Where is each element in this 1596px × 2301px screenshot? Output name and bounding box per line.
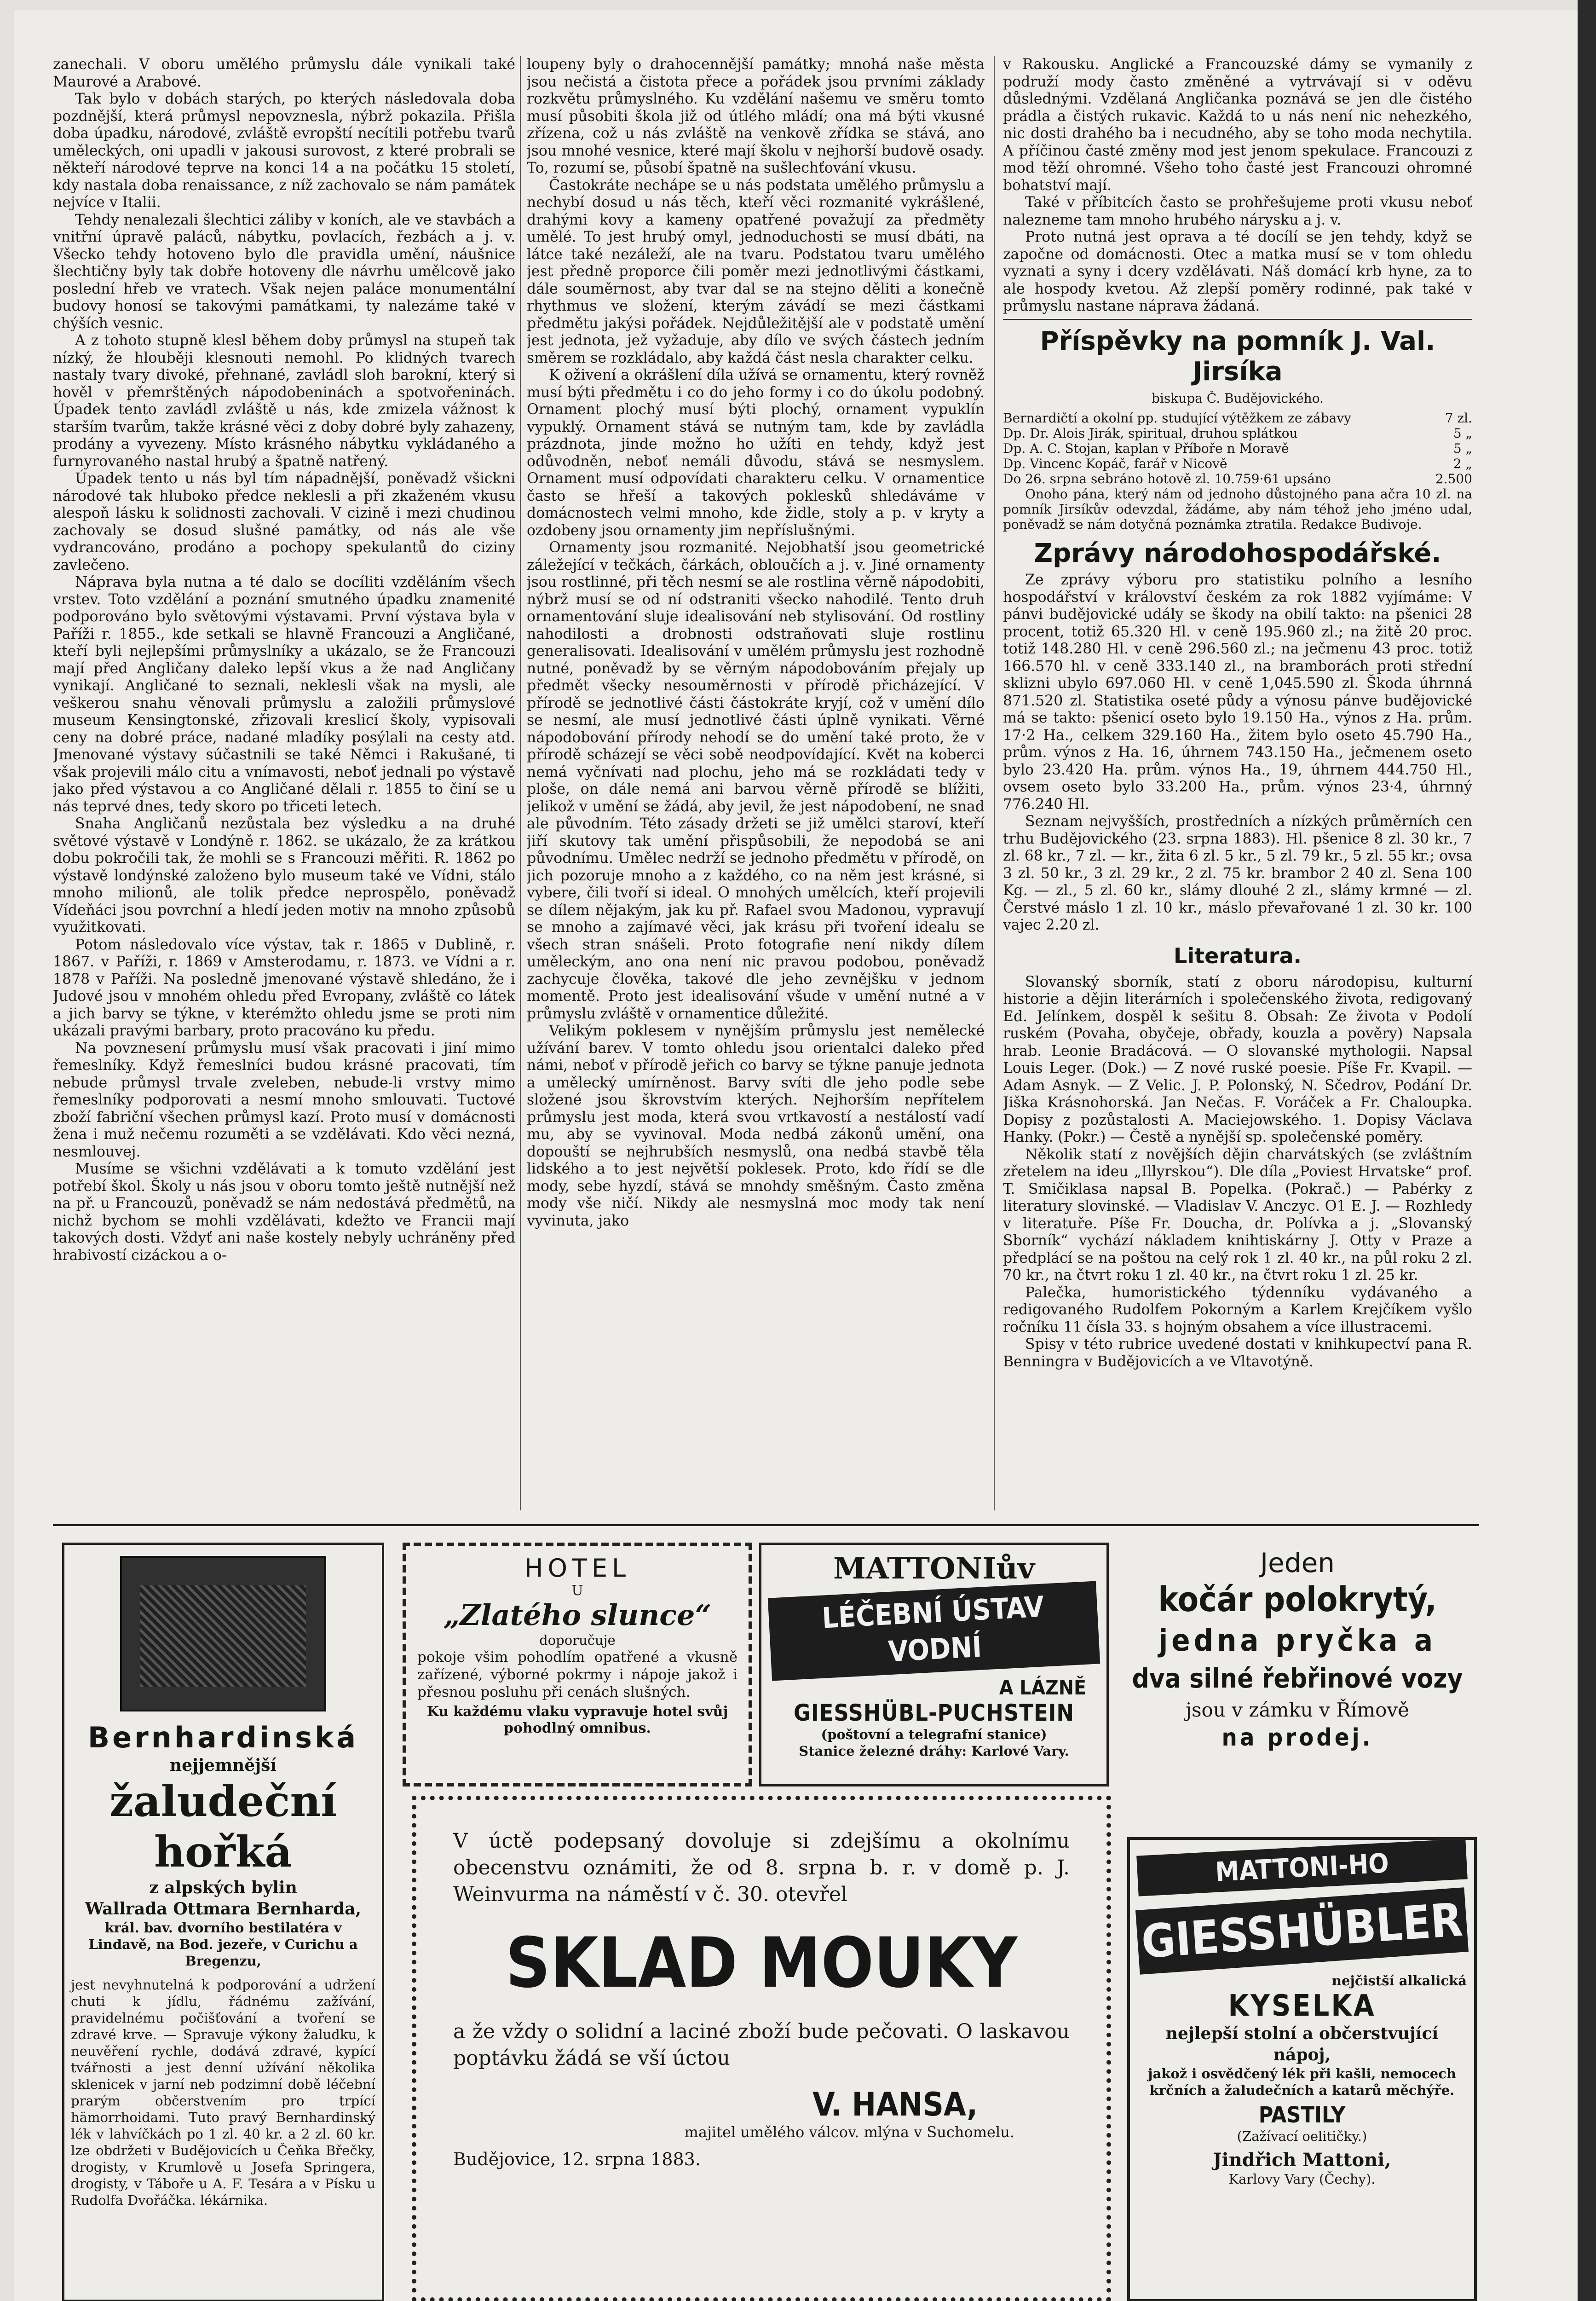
ad-line: (poštovní a telegrafní stanice) [821, 1727, 1047, 1742]
paragraph: Palečka, humoristického týdenníku vydávaného a redigovaného Rudolfem Pokorným a Karlem Krejčíkem vyšlo ročníku 11 čísla 33. s hojným obsahem a více illustracemi. [1003, 1284, 1472, 1336]
paragraph: Seznam nejvyšších, prostředních a nízkých průměrních cen trhu Budějovického (23. srpna 1883). Hl. pšenice 8 zl. 30 kr., 7 zl. 68 kr., 7 zl. — kr., žita 6 zl. 5 kr., 5 zl. 79 kr., 5 zl. 55 kr.; ovsa 3 zl. 50 kr., 3 zl. 29 kr., 2 zl. 75 kr. brambor 2 40 zl. Sena 100 Kg. — zl., 5 zl. 60 kr., slámy dlouhé 2 zl., slámy krmné — zl. Čerstvé máslo 1 zl. 10 kr., máslo převařované 1 zl. 30 kr. 100 vajec 2.20 zl. [1003, 813, 1472, 933]
donation-row [1003, 456, 1472, 471]
section-rule [1003, 319, 1472, 320]
ad-line: Jindřich Mattoni, [1213, 2149, 1391, 2171]
ad-title: HOTEL [524, 1554, 631, 1583]
ad-title: MATTONI-HO [1136, 1838, 1468, 1896]
donation-text: Bernardičtí a okolní pp. studující výtěžkem ze zábavy [1003, 410, 1351, 426]
donation-amount: 7 zl. [1445, 410, 1472, 426]
paragraph: Tehdy nenalezali šlechtici záliby v koních, ale ve stavbách a vnitřní úpravě paláců, nábytku, povlacích, řezbách a j. v. Všecko tehdy hotoveno bylo dle pravidla umění, náušnice šlechtičny byly tak dobře hotoveny dle návrhu umělcově jako poslední hřeb ve vratech. Však nejen paláce monumentální budovy honosí se takovými památkami, ty nalezáme také v chýších vesnic. [53, 211, 515, 332]
ad-line: Karlovy Vary (Čechy). [1228, 2171, 1376, 2187]
donation-amount: 5 „ [1453, 441, 1472, 456]
ad-line: nejčistší alkalická [1331, 1973, 1467, 1989]
donation-amount: 2.500 [1435, 471, 1472, 486]
ad-line: KYSELKA [1228, 1989, 1376, 2023]
illustration-image [120, 1556, 326, 1711]
ad-line: Stanice železné dráhy: Karlové Vary. [799, 1743, 1069, 1759]
ad-line: král. bav. dvorního bestilatéra v Lindavě, na Bod. jezeře, v Curichu a Bregenzu, [88, 1920, 358, 1969]
donation-text: Do 26. srpna sebráno hotově zl. 10.759·61 upsáno [1003, 471, 1331, 486]
ad-mattoni-lecebni-ustav [759, 1543, 1109, 1786]
ad-intro: V úctě podepsaný dovoluje si zdejšímu a okolnímu obecenstvu oznámiti, že od 8. srpna b. r. v domě p. J. Weinvurma na náměstí v č. 30. otevřel [453, 1829, 1070, 1906]
paragraph: Spisy v této rubrice uvedené dostati v knihkupectví pana R. Benningra v Budějovicích a ve Vltavotýně. [1003, 1336, 1472, 1370]
ad-line: jakož i osvědčený lék při kašli, nemocech krčních a žaludečních a katarů měchýře. [1148, 2066, 1456, 2098]
ad-line: A LÁZNĚ [999, 1676, 1086, 1700]
paragraph: Náprava byla nutna a té dalo se docíliti vzděláním všech vrstev. Toto vzdělání a poznání smutného úpadku znamenité podporováno bylo světovými výstavami. První výstava byla v Paříži r. 1855., kde setkali se hlavně Francouzi a Angličané, kteří byli nejlepšími průmyslníky a ukázalo, se že Francouzi mají před Angličany daleko lepší vkus a že nad Angličany vynikají. Angličané to seznali, neklesli však na mysli, ale veškerou snahu věnovali průmyslu a založili průmyslové museum Kensingtonské, zřizovali kreslicí školy, vypisovali ceny na dobré práce, nadané mladíky posýlali na cesty atd. Jmenované výstavy súčastnili se také Němci i Rakušané, ti však projevili málo citu a vnímavosti, neboť jednali po výstavě jako před výstavou a co Angličané dělali r. 1855 to činí se u nás teprvé dnes, tedy skoro po třiceti letech. [53, 574, 515, 815]
ad-place-date: Budějovice, 12. srpna 1883. [453, 2149, 701, 2169]
pomnik-note: Onoho pána, který nám od jednoho důstojného pana ačra 10 zl. na pomník Jirsíkův odevzdal, žádáme, aby nám téhož jeho jméno udal, poněvadž se nám dotyčná poznámka ztratila. Redakce Budivoje. [1003, 486, 1472, 532]
ad-body: pokoje všim pohodlím opatřené a vkusně zařízené, výborné pokrmy i nápoje jakož i přesnou posluhu při cenách slušných. [417, 1649, 738, 1700]
paragraph: Slovanský sborník, statí z oboru národopisu, kulturní historie a dějin literárních i společenského života, redigovaný Ed. Jelínkem, dospěl k sešitu 8. Obsah: Ze života v Podolí ruském (Povaha, obyčeje, obřady, kouzla a pověry) Napsala hrab. Leonie Bradácová. — O slovanské mythologii. Napsal Louis Leger. (Dok.) — Z nové ruské poesie. Píše Fr. Kvapil. — Adam Asnyk. — Z Velic. J. P. Polonský, N. Sčedrov, Podání Dr. Jiška Krásnohorská. Jan Nečas. F. Voráček a Fr. Chaloupka. Dopisy z pozůstalosti A. Maciejowského. 1. Dopisy Václava Hanky. (Pokr.) — Čestě a nynější sp. společenské poměry. [1003, 973, 1472, 1145]
donation-amount: 5 „ [1453, 426, 1472, 441]
ad-giesshubler [1127, 1837, 1477, 2301]
ad-headline: LÉČEBNÍ ÚSTAV VODNÍ [768, 1581, 1100, 1681]
paragraph: Ze zprávy výboru pro statistiku polního a lesního hospodářství v království českém za rok 1882 vyjímáme: V pánvi budějovické udály se škody na obilí takto: na pšenici 28 procent, totiž 65.320 Hl. v ceně 195.960 zl.; na žitě 20 proc. totiž 148.280 Hl. v ceně 296.560 zl.; na ječmenu 43 proc. totiž 166.570 hl. v ceně 333.140 zl., na bramborách proti střední sklizni ubylo 697.060 Hl. v ceně 1,045.590 zl. Škoda úhrnná 871.520 zl. Statistika oseté půdy a výnosu pánve budějovické má se takto: pšenicí oseto bylo 19.150 Ha., výnos z Ha. prům. 17·2 Ha., celkem 329.160 Ha., žitem bylo oseto 45.790 Ha., prům. výnos z Ha. 16, úhrnem 743.150 Ha., ječmenem oseto bylo 23.420 Ha. prům. výnos Ha., 19, úhrnem 444.750 Hl., ovsem oseto bylo 33.200 Ha., prům. výnos 23·4, úhrnný 776.240 Hl. [1003, 572, 1472, 813]
paragraph: Snaha Angličanů nezůstala bez výsledku a na druhé světové výstavě v Londýně r. 1862. se ukázalo, že za krátkou dobu pokročili tak, že mohli se s Francouzi měřiti. R. 1862 po výstavě londýnské založeno bylo museum také ve Vídni, stálo mnoho milionů, ale tolik předce neprospělo, poněvadž Vídeňáci jsou povrchní a hledí jeden motiv na mnoho způsobů využitkovati. [53, 815, 515, 936]
ad-hotel [403, 1543, 752, 1786]
column-divider [520, 56, 521, 1510]
ad-line: PASTILY [1258, 2102, 1346, 2128]
paragraph: Ornamenty jsou rozmanité. Nejobhatší jsou geometrické záležející v tečkách, čárkách, obloučích a j. v. Jiné ornamenty jsou rostlinné, při těch nesmí se ale rostlina věrně nápodobiti, nýbrž musí se od ní odstraniti všecko nahodilé. Tento druh ornamentování sluje idealisování neb stylisování. Od rostliny nahodilosti a drobnosti odstraňovati sluje rostlinu generalisovati. Idealisování v umělém průmyslu jest rozhodně nutné, poněvadž by se věrným nápodobováním přejaly up předmět všecky nesouměrnosti v přírodě přicházející. V přírodě se jednotlivé části částokráte kryjí, což v umění dílo se nesmí, ale musí jednotlivé části úplně vynikati. Věrné nápodobování přírody nehodí se do umění také proto, že v přírodě scházejí se věci sobě neodpovídající. Květ na koberci nemá vyčnívati nad plochu, jeho má se rozkládati tedy v ploše, on dále nemá ani barvou věrně přírodě se blížiti, jelikož v umění se žádá, aby jevil, že jest nápodobení, ne snad ale původním. Této zásady držeti se již umělci staroví, kteří jiří skutovy tak umění přispůsobili, že nepodobá se ani původnímu. Umělec nedrží se jednoho předmětu v přírodě, on jich pozoruje mnoho a z každého, co na něm jest krásné, si vybere, čili tvoří si ideal. O mnohých umělcích, kteří projevili se dílem nějakým, jak ku př. Rafael svou Madonou, vypravují se mnoho a zajímavé věci, jak krásu při tvoření idealu se všech stran snášeli. Proto fotografie není nikdy dílem uměleckým, ano ona není nic pravou podobou, poněvadž zachycuje člověka, takové dle jeho zevnějšku v jednom momentě. Proto jest idealisování všude v umění nutné a v průmyslu zvláště v ornamentice důležité. [527, 539, 985, 1022]
ad-body: a že vždy o solidní a laciné zboží bude pečovati. O laskavou poptávku žádá se vší úctou [453, 2020, 1070, 2070]
ad-line: Wallrada Ottmara Bernharda, [85, 1899, 362, 1919]
ad-headline: „Zlatého slunce“ [443, 1598, 712, 1632]
paragraph: Velikým poklesem v nynějším průmyslu jest nemělecké užívání barev. V tomto ohledu jsou orientalci daleko před námi, neboť v přírodě jeřich co barvy se týkne panuje jednota a umělecký umírněnost. Barvy svíti dle jeho podle sebe složené jsou škrovstvím kterých. Nejhorším nepřítelem průmyslu jest moda, která svou vrtkavostí a nestálostí vadí mu, aby se vyvinoval. Moda nedbá zákonů umění, ona dopouští se nejhrubších nesmyslů, ona nedbá stavbě těla lidského a to jest největší poklesek. Proto, kdo řídí se dle mody, sebe hyzdí, stává se mnohdy směšným. Často změna mody vše ničí. Nikdy ale nesmyslná moc mody tak není vyvinuta, jako [527, 1023, 985, 1229]
ad-sklad-mouky [412, 1796, 1111, 2301]
paragraph: A z tohoto stupně klesl během doby průmysl na stupeň tak nízký, že hlouběji klesnouti nemohl. Po klidných tvarech nastaly tvary divoké, přehnané, zavládl sloh barokní, který si hověl v přemrštěných nápodobeninách a spotvořeninách. Úpadek tento zavládl zvláště u nás, kde zmizela vážnost k starším tvarům, takže krásné věci z doby dobré byly zahazeny, prodány a vyvezeny. Místo krásného nábytku vykládaného a furnyrovaného nastal hrubý a špatně natřený. [53, 332, 515, 470]
ad-kocar [1118, 1543, 1477, 1800]
donation-row [1003, 410, 1472, 426]
ad-signature-sub: majitel umělého válcov. mlýna v Suchomelu. [684, 2123, 1014, 2141]
ad-line: na prodej. [1221, 1724, 1373, 1752]
ad-line: nejlepší stolní a občerstvující nápoj, [1165, 2024, 1439, 2064]
newspaper-page [14, 10, 1578, 2301]
ad-title: MATTONIův [833, 1551, 1035, 1586]
heading-zpravy: Zprávy národohospodářské. [1034, 538, 1441, 568]
donation-text: Dp. A. C. Stojan, kaplan v Příboře n Moravě [1003, 441, 1289, 456]
heading-pomnik-sub: biskupa Č. Budějovického. [1152, 390, 1324, 406]
column-divider [994, 56, 995, 1510]
column-2 [527, 56, 985, 1508]
donation-row [1003, 471, 1472, 486]
donation-text: Dp. Dr. Alois Jirák, spiritual, druhou splátkou [1003, 426, 1298, 441]
ad-line: dva silné řebřinové vozy [1132, 1663, 1463, 1694]
ad-headline: žaludeční hořká [109, 1776, 337, 1877]
advert-rule [53, 1524, 1479, 1526]
page-edge [1578, 0, 1596, 2301]
donation-row [1003, 426, 1472, 441]
ad-line: nejjemnější [169, 1756, 277, 1775]
paragraph: Tak bylo v dobách starých, po kterých následovala doba pozdnější, která průmysl nepovznesla, nýbrž pokazila. Přišla doba úpadku, národové, zvláště evropští necítili potřebu tvarů uměleckých, oni upadli v jakousi surovost, z které probrali se někteří národové teprve na konci 14 a na počátku 15 století, kdy nastala doba renaissance, z níž zachovalo se nám památek nejvíce v Italii. [53, 91, 515, 211]
paragraph: zanechali. V oboru umělého průmyslu dále vynikali také Maurové a Arabové. [53, 56, 515, 90]
ad-footer: Ku každému vlaku vypravuje hotel svůj pohodlný omnibus. [426, 1704, 728, 1736]
ad-line: jsou v zámku v Římově [1185, 1699, 1409, 1721]
ad-headline: GIESSHÜBLER [1135, 1887, 1469, 1975]
column-1 [53, 56, 515, 1508]
paragraph: v Rakousku. Anglické a Francouzské dámy se vymanily z podruží mody často změněné a vytrvávají si v oděvu důslednými. Vzdělaná Angličanka poznává se jen dle čistého prádla a čistých rukavic. Každá to u nás není nic nehezkého, nic dosti drahého ba i necudného, aby se toho moda nechytila. A příčinou časté změny mod jest jenom spekulace. Francouzi z mod těží ohromné. Všeho toho časté jest Francouzi ohromné bohatství mají. [1003, 56, 1472, 194]
ad-headline: SKLAD MOUKY [505, 1923, 1018, 2003]
ad-line: jedna pryčka a [1158, 1623, 1437, 1658]
heading-literatura: Literatura. [1174, 943, 1302, 968]
ad-headline: kočár polokrytý, [1158, 1580, 1437, 1619]
ad-signature: V. HANSA, [812, 2086, 978, 2123]
ad-bernhardinska [62, 1543, 384, 2301]
ad-line: (Zažívací oelitičky.) [1237, 2128, 1367, 2144]
paragraph: Úpadek tento u nás byl tím nápadnější, poněvadž všickni národové tak hluboko předce neklesli a při zkaženém vkusu alespoň lásku k solidnosti zachovali. V cizině i mezi chudinou zachovaly se dosud slušné památky, od nás ale vše vydrancováno, prodáno a pochopy spekulantů do ciziny zavlečeno. [53, 470, 515, 573]
ad-line: U [571, 1583, 583, 1599]
paragraph: Častokráte nechápe se u nás podstata umělého průmyslu a nechybí dosud u nás těch, kteří věci rozmanité vykrášlené, drahými kovy a kameny opatřené považují za předměty umělé. To jest hrubý omyl, jednoduchosti se musí dbáti, na látce také nezáleží, ale na tvaru. Podstatou tvaru umělého jest předně proporce čili poměr mezi jednotlivými částkami, dále souměrnost, aby tvar dal se na stejno děliti a konečně rhythmus ve složení, kterým závádí se mezi částkami předmětu jakýsi pořádek. Nejdůležitější ale v podstatě umění jest jednota, jež vyžaduje, aby dílo ve svých částech jedním směrem se rozkládalo, aby každá část nesla charakter celku. [527, 177, 985, 366]
column-3 [1003, 56, 1472, 1508]
paragraph: Také v příbitcích často se prohřešujeme proti vkusu neboť nalezneme tam mnoho hrubého nárysku a j. v. [1003, 194, 1472, 228]
heading-pomnik: Příspěvky na pomník J. Val. Jirsíka [1040, 326, 1435, 387]
donation-row [1003, 441, 1472, 456]
ad-line: doporučuje [539, 1632, 616, 1648]
paragraph: Musíme se všichni vzdělávati a k tomuto vzdělání jest potřebí škol. Školy u nás jsou v oboru tomto ještě nutnější než na př. u Francouzů, poněvadž se nám nedostává předmětů, na nichž bychom se mohli vzdělávati, kdežto ve Francii mají takových dosti. Vždyť ani naše kostely nebyly uchráněny před hrabivostí cizáckou a o- [53, 1161, 515, 1264]
paragraph: loupeny byly o drahocennější památky; mnohá naše města jsou nečistá a čistota přece a pořádek jsou prvními základy rozkvětu průmyslného. Ku vzdělání našemu ve směru tomto musí působiti škola již od útlého mládí; ona má býti vkusné zřízena, což u nás zvláště na venkově zřídka se stává, ano jsou mnohé vesnice, které mají školu v nejhorší budově osady. To, rozumí se, působí špatně na sušlechťování vkusu. [527, 56, 985, 176]
ad-body: jest nevyhnutelná k podporování a udržení chuti k jídlu, řádnému zažívání, pravidelnému počišťování a tvoření se zdravé krve. — Spravuje výkony žaludku, k neuvěření rychle, dodává zdravé, kypící tvářnosti a jest denní užívání několika sklenicek v jarní neb podzimní době léčební prarým občerstvením pro trpící hämorrhoidami. Tuto pravý Bernhardinský lék v lahvíčkách po 1 zl. 40 kr. a 2 zl. 60 kr. lze obdržeti v Budějovicích u Čeňka Břečky, drogisty, v Krumlově u Josefa Springera, drogisty, v Táboře u A. F. Tesára a v Písku u Rudolfa Dvořáčka. lékárnika. [71, 1977, 375, 2208]
ad-line: Jeden [1260, 1547, 1335, 1578]
paragraph: Proto nutná jest oprava a té docílí se jen tehdy, když se započne od domácnosti. Otec a matka musí se v tom ohledu vyznati a syny i dcery vzdělávati. Náš domácí krb hyne, za to ale hospody kvetou. Až zlepší poměry rodinné, pak také v průmyslu nastane náprava žádaná. [1003, 229, 1472, 314]
donation-text: Dp. Vincenc Kopáč, farář v Nicově [1003, 456, 1227, 471]
paragraph: Na povznesení průmyslu musí však pracovati i jiní mimo řemeslníky. Když řemeslníci budou krásné pracovati, tím nebude průmysl trvale zveleben, nebude-li vrstvy mimo řemeslníky podporovati a nesmí mnoho smlouvati. Tuctové zboží fabriční všechen průmysl kazí. Proto musí v domácnosti žena i muž nečemu rozuměti a se vzdělávati. Kdo věci nezná, nesmlouvej. [53, 1040, 515, 1160]
paragraph: Potom následovalo více výstav, tak r. 1865 v Dublině, r. 1867. v Paříži, r. 1869 v Amsterodamu, r. 1873. ve Vídni a r. 1878 v Paříži. Na posledně jmenované výstavě shledáno, že i Judové jsou v mnohém ohledu před Evropany, zvláště co látek a jich barvy se týkne, v kterémžto ohledu jsme se proti nim ukázali pravými barbary, proto pracováno ku předu. [53, 936, 515, 1039]
ad-title: Bernhardinská [87, 1721, 359, 1754]
ad-line: z alpských bylin [149, 1878, 297, 1897]
paragraph: K oživení a okrášlení díla užívá se ornamentu, který rovněž musí býti předmětu i co do jeho formy i co do úkolu podobný. Ornament plochý musí býti plochý, ornament vypuklín vypuklý. Ornament stává se nutným tam, kde by zavládla prázdnota, jinde možno ho užíti en tehdy, když jest odůvodněn, neboť nemáli důvodu, stává se nesmyslem. Ornament musí odpovídati charakteru celku. V ornamentice často se hřeší a takových poklesků shledáváme v domácnostech velmi mnoho, kde židle, stoly a p. v kryty a ozdobeny jsou ornamenty jim nepříslušnými. [527, 367, 985, 539]
paragraph: Několik statí z novějších dějin charvátských (se zvláštním zřetelem na ideu „Illyrskou“). Dle díla „Poviest Hrvatske“ prof. T. Smičiklasa napsal B. Popelka. (Pokrač.) — Pabérky z literatury slovinské. — Vladislav V. Anczyc. O1 E. J. — Rozhledy v literatuře. Píše Fr. Doucha, dr. Polívka a j. „Slovanský Sborník“ vychází nákladem knihtiskárny J. Otty v Praze a předplácí se na poštou na celý rok 1 zl. 40 kr., na půl roku 2 zl. 70 kr., na čtvrt roku 1 zl. 40 kr., na čtvrt roku 1 zl. 25 kr. [1003, 1146, 1472, 1283]
donation-amount: 2 „ [1453, 456, 1472, 471]
ad-line: GIESSHÜBL-PUCHSTEIN [793, 1700, 1075, 1726]
